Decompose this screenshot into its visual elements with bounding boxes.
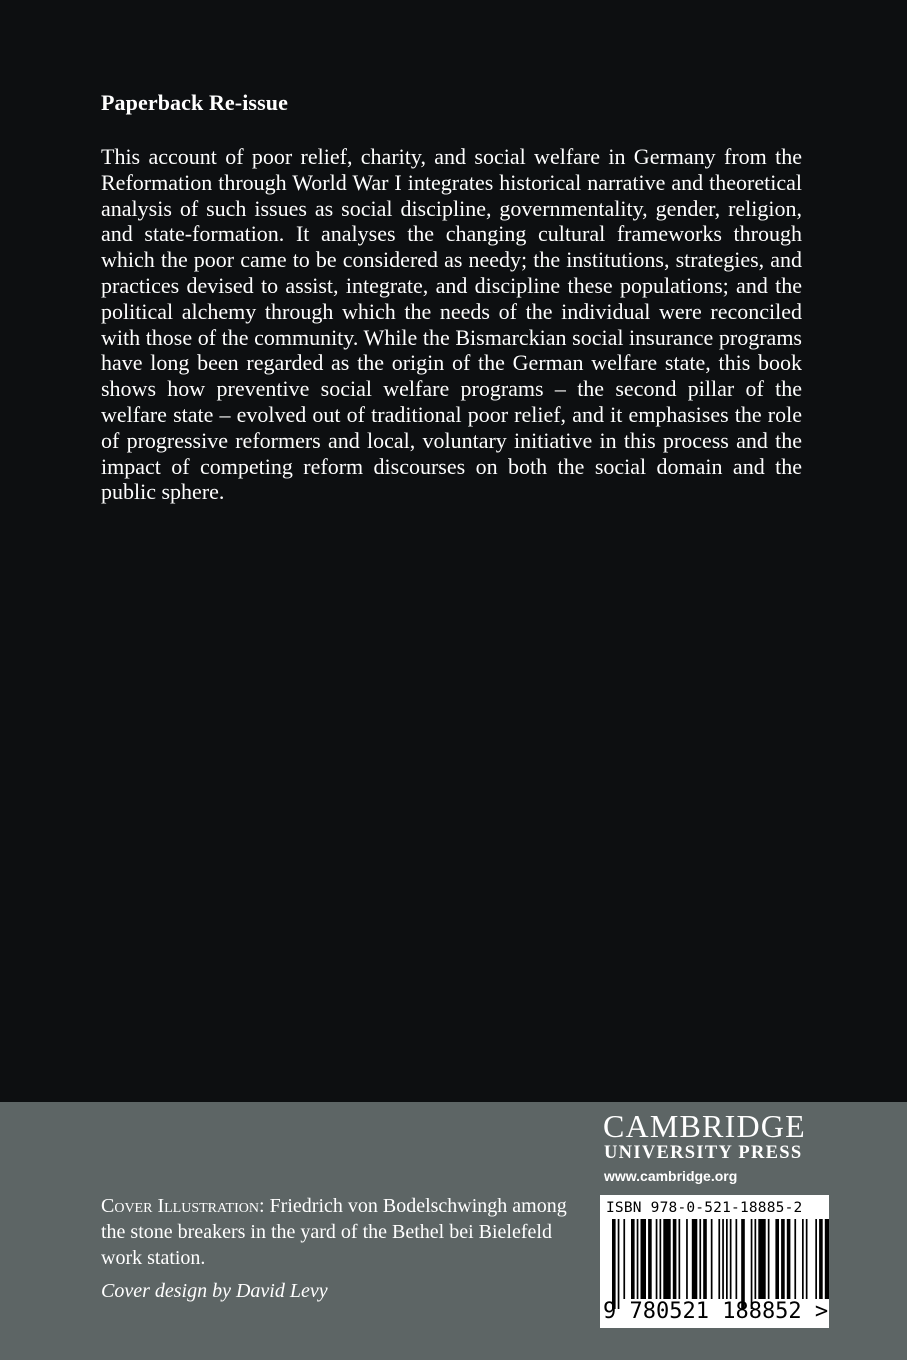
barcode-bar (751, 1219, 753, 1309)
book-description: This account of poor relief, charity, and social welfare in Germany from the Reformation through World War I integrates historical narrative and theoretical analysis of such issues as social discipline, governmentality, gender, religion, and state-formation. It analyses the changing cultural frameworks through which the poor came to be considered as needy; the institutions, strategies, and practices devised to assist, integrate, and discipline these populations; and the political alchemy through which the needs of the individual were reconciled with those of the community. While the Bismarckian social insurance programs have long been regarded as the origin of the German welfare state, this book shows how preventive social welfare programs – the second pillar of the welfare state – evolved out of traditional poor relief, and it emphasises the role of progressive reformers and local, voluntary initiative in this process and the impact of competing reform discourses on both the social domain and the public sphere. (101, 144, 802, 505)
barcode-bar (679, 1219, 681, 1299)
caption-label: Cover Illustration: (101, 1195, 265, 1217)
barcode-bar (741, 1219, 745, 1309)
publisher-subtitle: UNIVERSITY PRESS (604, 1143, 803, 1163)
barcode-bar (703, 1219, 707, 1299)
barcode-bar (623, 1219, 625, 1299)
barcode-bar (775, 1219, 779, 1299)
barcode-digits: 9 780521 188852 > (603, 1299, 829, 1324)
publisher-logo-name: CAMBRIDGE (603, 1108, 806, 1144)
barcode-bar (663, 1219, 670, 1299)
barcode-bar (660, 1219, 662, 1299)
barcode-bar (819, 1219, 823, 1299)
barcode-bar (794, 1219, 796, 1299)
barcode-bar (755, 1219, 757, 1299)
barcode-bar (825, 1219, 829, 1299)
barcode-bar (656, 1219, 658, 1299)
barcode-bar (673, 1219, 677, 1299)
barcode-bar (699, 1219, 701, 1299)
barcode-bar (711, 1219, 713, 1299)
barcode-bar (726, 1219, 728, 1299)
barcode-bar (815, 1219, 817, 1299)
barcode-bar (631, 1219, 635, 1299)
publisher-url: www.cambridge.org (604, 1168, 738, 1184)
barcode-bar (758, 1219, 765, 1299)
barcode-bar (787, 1219, 791, 1299)
barcode-bar (722, 1219, 724, 1299)
cover-illustration-caption (101, 1193, 571, 1271)
barcode-bar (612, 1219, 616, 1309)
barcode-bar (637, 1219, 639, 1299)
barcode-bar (692, 1219, 698, 1299)
reissue-heading: Paperback Re-issue (101, 90, 288, 115)
isbn-barcode (600, 1195, 829, 1328)
barcode-bar (618, 1219, 620, 1309)
cover-design-credit: Cover design by David Levy (101, 1280, 328, 1302)
caption-text: Friedrich von Bodelschwingh among the stone breakers in the yard of the Bethel bei Bielefeld work station. (101, 1195, 567, 1269)
isbn-number: ISBN 978-0-521-18885-2 (606, 1200, 803, 1216)
barcode-bar (806, 1219, 808, 1299)
barcode-bar (648, 1219, 652, 1299)
barcode-bar (768, 1219, 770, 1299)
barcode-bar (736, 1219, 738, 1299)
barcode-bar (641, 1219, 647, 1299)
barcode-bar (730, 1219, 732, 1299)
barcode-bar (781, 1219, 785, 1299)
barcode-bar (686, 1219, 688, 1299)
barcode-bar (718, 1219, 720, 1299)
barcode-bar (802, 1219, 804, 1299)
